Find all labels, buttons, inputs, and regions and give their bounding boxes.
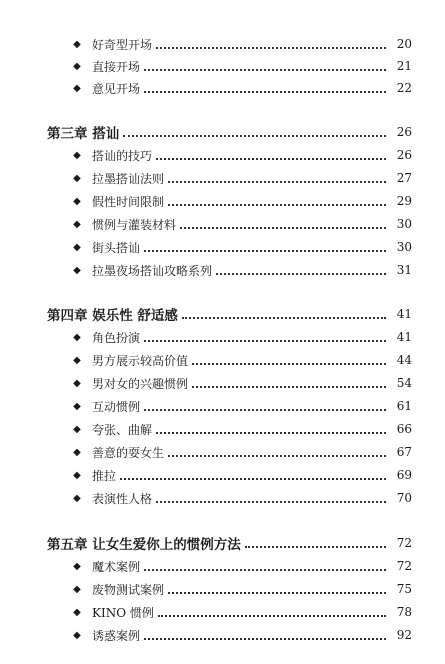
diamond-bullet-icon: ◆ — [73, 469, 81, 481]
toc-entry[interactable] — [0, 579, 445, 599]
entry-page: 30 — [396, 240, 412, 254]
dot-leader — [180, 225, 386, 229]
toc-entry[interactable] — [0, 488, 445, 508]
entry-title: 拉墨夜场搭讪攻略系列 — [92, 263, 213, 278]
toc-entry[interactable] — [0, 191, 445, 211]
entry-title: 好奇型开场 — [92, 37, 153, 52]
entry-page: 70 — [396, 491, 412, 505]
toc-entry[interactable] — [0, 78, 445, 98]
dot-leader — [216, 271, 386, 275]
entry-page: 69 — [396, 468, 412, 482]
chapter-title: 第五章 让女生爱你上的惯例方法 — [47, 537, 241, 553]
entry-title: 男方展示较高价值 — [92, 353, 189, 368]
toc-entry[interactable] — [0, 419, 445, 439]
dot-leader — [158, 613, 386, 617]
diamond-bullet-icon: ◆ — [73, 241, 81, 253]
toc-entry[interactable] — [0, 214, 445, 234]
entry-page: 78 — [396, 605, 412, 619]
entry-page: 41 — [396, 330, 412, 344]
dot-leader — [182, 315, 386, 319]
diamond-bullet-icon: ◆ — [73, 606, 81, 618]
entry-title: 互动惯例 — [92, 399, 141, 414]
entry-title: 诱惑案例 — [92, 628, 141, 643]
diamond-bullet-icon: ◆ — [73, 423, 81, 435]
chapter-title: 第三章 搭讪 — [47, 126, 120, 142]
dot-leader — [144, 248, 386, 252]
dot-leader — [144, 67, 386, 71]
toc-entry[interactable] — [0, 625, 445, 645]
entry-page: 20 — [396, 37, 412, 51]
diamond-bullet-icon: ◆ — [73, 583, 81, 595]
chapter-heading[interactable] — [0, 304, 445, 324]
diamond-bullet-icon: ◆ — [73, 38, 81, 50]
entry-page: 31 — [396, 263, 412, 277]
dot-leader — [144, 407, 386, 411]
entry-page: 22 — [396, 81, 412, 95]
dot-leader — [123, 133, 386, 137]
toc-entry[interactable] — [0, 556, 445, 576]
entry-page: 21 — [396, 59, 412, 73]
entry-title: 善意的耍女生 — [92, 445, 165, 460]
dot-leader — [168, 453, 386, 457]
toc-entry[interactable] — [0, 56, 445, 76]
entry-title: 假性时间限制 — [92, 194, 165, 209]
entry-title: 意见开场 — [92, 81, 141, 96]
toc-entry[interactable] — [0, 260, 445, 280]
entry-title: 直接开场 — [92, 59, 141, 74]
entry-page: 67 — [396, 445, 412, 459]
entry-page: 75 — [396, 582, 412, 596]
diamond-bullet-icon: ◆ — [73, 60, 81, 72]
toc-entry[interactable] — [0, 34, 445, 54]
dot-leader — [156, 499, 386, 503]
toc-entry[interactable] — [0, 396, 445, 416]
diamond-bullet-icon: ◆ — [73, 400, 81, 412]
diamond-bullet-icon: ◆ — [73, 82, 81, 94]
dot-leader — [168, 590, 386, 594]
dot-leader — [144, 338, 386, 342]
chapter-page: 72 — [396, 536, 412, 550]
entry-title: KINO 惯例 — [92, 605, 154, 620]
entry-page: 30 — [396, 217, 412, 231]
entry-page: 29 — [396, 194, 412, 208]
entry-title: 推拉 — [92, 468, 117, 483]
dot-leader — [144, 89, 386, 93]
chapter-page: 41 — [396, 307, 412, 321]
diamond-bullet-icon: ◆ — [73, 629, 81, 641]
diamond-bullet-icon: ◆ — [73, 492, 81, 504]
entry-title: 街头搭讪 — [92, 240, 141, 255]
diamond-bullet-icon: ◆ — [73, 377, 81, 389]
toc-entry[interactable] — [0, 602, 445, 622]
dot-leader — [192, 361, 386, 365]
chapter-heading[interactable] — [0, 122, 445, 142]
toc-entry[interactable] — [0, 145, 445, 165]
toc-entry[interactable] — [0, 327, 445, 347]
entry-title: 角色扮演 — [92, 330, 141, 345]
chapter-heading[interactable] — [0, 533, 445, 553]
dot-leader — [120, 476, 386, 480]
entry-title: 男对女的兴趣惯例 — [92, 376, 189, 391]
diamond-bullet-icon: ◆ — [73, 172, 81, 184]
entry-page: 54 — [396, 376, 412, 390]
dot-leader — [144, 636, 386, 640]
diamond-bullet-icon: ◆ — [73, 218, 81, 230]
diamond-bullet-icon: ◆ — [73, 149, 81, 161]
toc-entry[interactable] — [0, 465, 445, 485]
entry-page: 66 — [396, 422, 412, 436]
dot-leader — [144, 567, 386, 571]
diamond-bullet-icon: ◆ — [73, 560, 81, 572]
dot-leader — [156, 45, 386, 49]
toc-entry[interactable] — [0, 350, 445, 370]
diamond-bullet-icon: ◆ — [73, 354, 81, 366]
dot-leader — [168, 179, 386, 183]
diamond-bullet-icon: ◆ — [73, 446, 81, 458]
dot-leader — [156, 430, 386, 434]
entry-page: 72 — [396, 559, 412, 573]
toc-entry[interactable] — [0, 168, 445, 188]
dot-leader — [168, 202, 386, 206]
entry-page: 26 — [396, 148, 412, 162]
entry-page: 61 — [396, 399, 412, 413]
entry-title: 搭讪的技巧 — [92, 148, 153, 163]
diamond-bullet-icon: ◆ — [73, 195, 81, 207]
diamond-bullet-icon: ◆ — [73, 331, 81, 343]
dot-leader — [245, 544, 386, 548]
entry-page: 92 — [396, 628, 412, 642]
chapter-title: 第四章 娱乐性 舒适感 — [47, 308, 178, 324]
entry-title: 魔术案例 — [92, 559, 141, 574]
entry-title: 废物测试案例 — [92, 582, 165, 597]
toc-entry[interactable] — [0, 373, 445, 393]
entry-title: 惯例与灌装材料 — [92, 217, 177, 232]
toc-entry[interactable] — [0, 442, 445, 462]
diamond-bullet-icon: ◆ — [73, 264, 81, 276]
chapter-page: 26 — [396, 125, 412, 139]
entry-page: 44 — [396, 353, 412, 367]
entry-page: 27 — [396, 171, 412, 185]
entry-title: 拉墨搭讪法则 — [92, 171, 165, 186]
entry-title: 表演性人格 — [92, 491, 153, 506]
toc-entry[interactable] — [0, 237, 445, 257]
dot-leader — [156, 156, 386, 160]
dot-leader — [192, 384, 386, 388]
entry-title: 夸张、曲解 — [92, 422, 153, 437]
